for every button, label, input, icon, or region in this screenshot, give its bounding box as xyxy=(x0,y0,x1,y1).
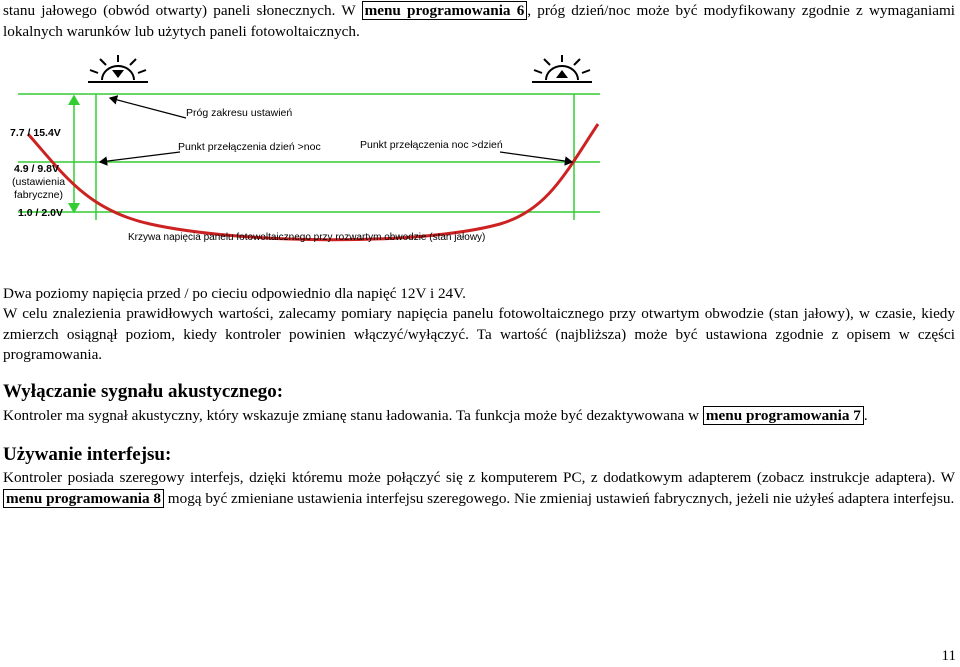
label-night-day: Punkt przełączenia noc >dzień xyxy=(360,139,503,151)
night-day-arrow xyxy=(500,152,572,162)
page-number: 11 xyxy=(941,648,956,664)
label-low: 1.0 / 2.0V xyxy=(18,207,63,219)
sunrise-icon xyxy=(532,55,592,82)
calibration-paragraph: W celu znalezienia prawidłowych wartości, zalecamy pomiary napięcia panelu fotowoltaicznego przy otwartym obwodzie (stan jałowy), w czasie, kiedy zmierzch osiągnął poziom, kiedy kontroler powinien włączyć/wyłączyć. Ta wartość (najbliższa) może być ustawiona zgodnie z opisem w części programowania. xyxy=(3,305,955,363)
menu-6-link[interactable]: menu programowania 6 xyxy=(362,1,528,20)
section-acoustic-paragraph xyxy=(3,406,955,427)
section-interface-heading: Używanie interfejsu: xyxy=(3,444,172,465)
section-acoustic-text: Kontroler ma sygnał akustyczny, który wskazuje zmianę stanu ładowania. Ta funkcja może być dezaktywowana w xyxy=(3,407,703,424)
label-mid-line3: fabryczne) xyxy=(14,189,64,201)
diagram-caption: Krzywa napięcia panelu fotowoltaicznego przy rozwartym obwodzie (stan jałowy) xyxy=(128,232,486,243)
label-day-night: Punkt przełączenia dzień >noc xyxy=(178,141,321,153)
section-acoustic-heading: Wyłączanie sygnału akustycznego: xyxy=(3,381,284,402)
voltage-curve-diagram xyxy=(0,52,610,252)
label-mid-line2: (ustawienia xyxy=(12,176,66,188)
threshold-arrow xyxy=(110,98,186,118)
intro-text: stanu jałowego (obwód otwarty) paneli słonecznych. W xyxy=(3,2,362,19)
voltage-levels-paragraph: Dwa poziomy napięcia przed / po cieciu odpowiednio dla napięć 12V i 24V. xyxy=(3,285,466,302)
menu-8-link[interactable]: menu programowania 8 xyxy=(3,489,164,508)
section-interface-text-continued: mogą być zmieniane ustawienia interfejsu szeregowego. Nie zmieniaj ustawień fabrycznych, jeżeli nie użyłeś adaptera interfejsu. xyxy=(163,489,955,507)
label-mid-line1: 4.9 / 9.8V xyxy=(14,163,59,175)
label-threshold: Próg zakresu ustawień xyxy=(186,107,293,119)
sunset-icon xyxy=(88,55,148,82)
section-acoustic-end: . xyxy=(863,407,868,424)
intro-paragraph xyxy=(3,1,955,42)
menu-7-link[interactable]: menu programowania 7 xyxy=(703,406,864,425)
day-night-arrow xyxy=(100,152,180,162)
label-high: 7.7 / 15.4V xyxy=(10,127,61,139)
section-interface-text: Kontroler posiada szeregowy interfejs, dzięki któremu może połączyć się z komputerem PC, z dodatkowym adapterem (zobacz instrukcje adaptera). W xyxy=(3,469,955,486)
section-interface-paragraph xyxy=(3,468,955,509)
intro-text-continued: , próg dzień/noc może być modyfikowany zgodnie z wymaganiami lokalnych warunków lub użytych paneli fotowoltaicznych. xyxy=(3,2,955,40)
